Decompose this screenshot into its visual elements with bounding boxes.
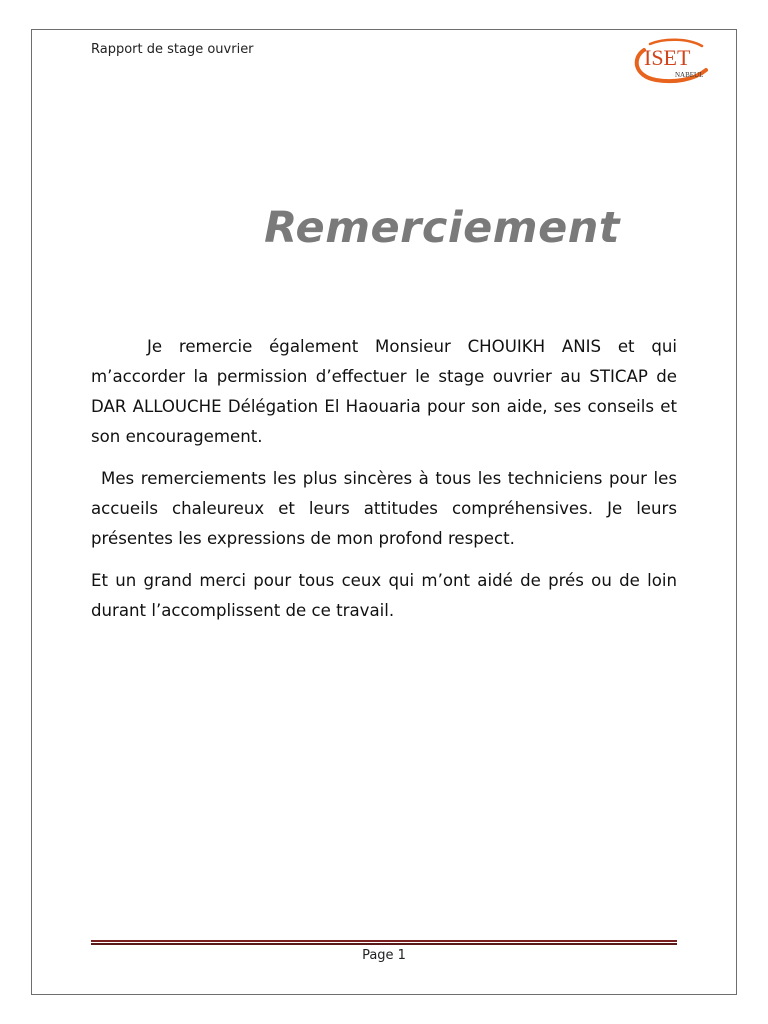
report-header-title: Rapport de stage ouvrier	[91, 42, 254, 57]
logo-subtext: NABEUL	[675, 71, 704, 79]
acknowledgement-body	[91, 332, 677, 638]
logo-text: ISET	[644, 45, 691, 70]
iset-logo	[630, 36, 710, 86]
paragraph-3: Et un grand merci pour tous ceux qui m’ont aidé de prés ou de loin durant l’accomplissent de ce travail.	[91, 571, 677, 620]
footer-divider	[91, 940, 677, 946]
paragraph-1: Je remercie également Monsieur CHOUIKH ANIS et qui m’accorder la permission d’effectuer le stage ouvrier au STICAP de DAR ALLOUCHE Délégation El Haouaria pour son aide, ses conseils et son encouragement.	[91, 337, 677, 446]
iset-logo-graphic	[630, 36, 710, 86]
paragraph-2: Mes remerciements les plus sincères à tous les techniciens pour les accueils chaleureux et leurs attitudes compréhensives. Je leurs présentes les expressions de mon profond respect.	[91, 469, 677, 548]
page-title: Remerciement	[264, 203, 620, 253]
page-number: Page 1	[362, 948, 406, 963]
